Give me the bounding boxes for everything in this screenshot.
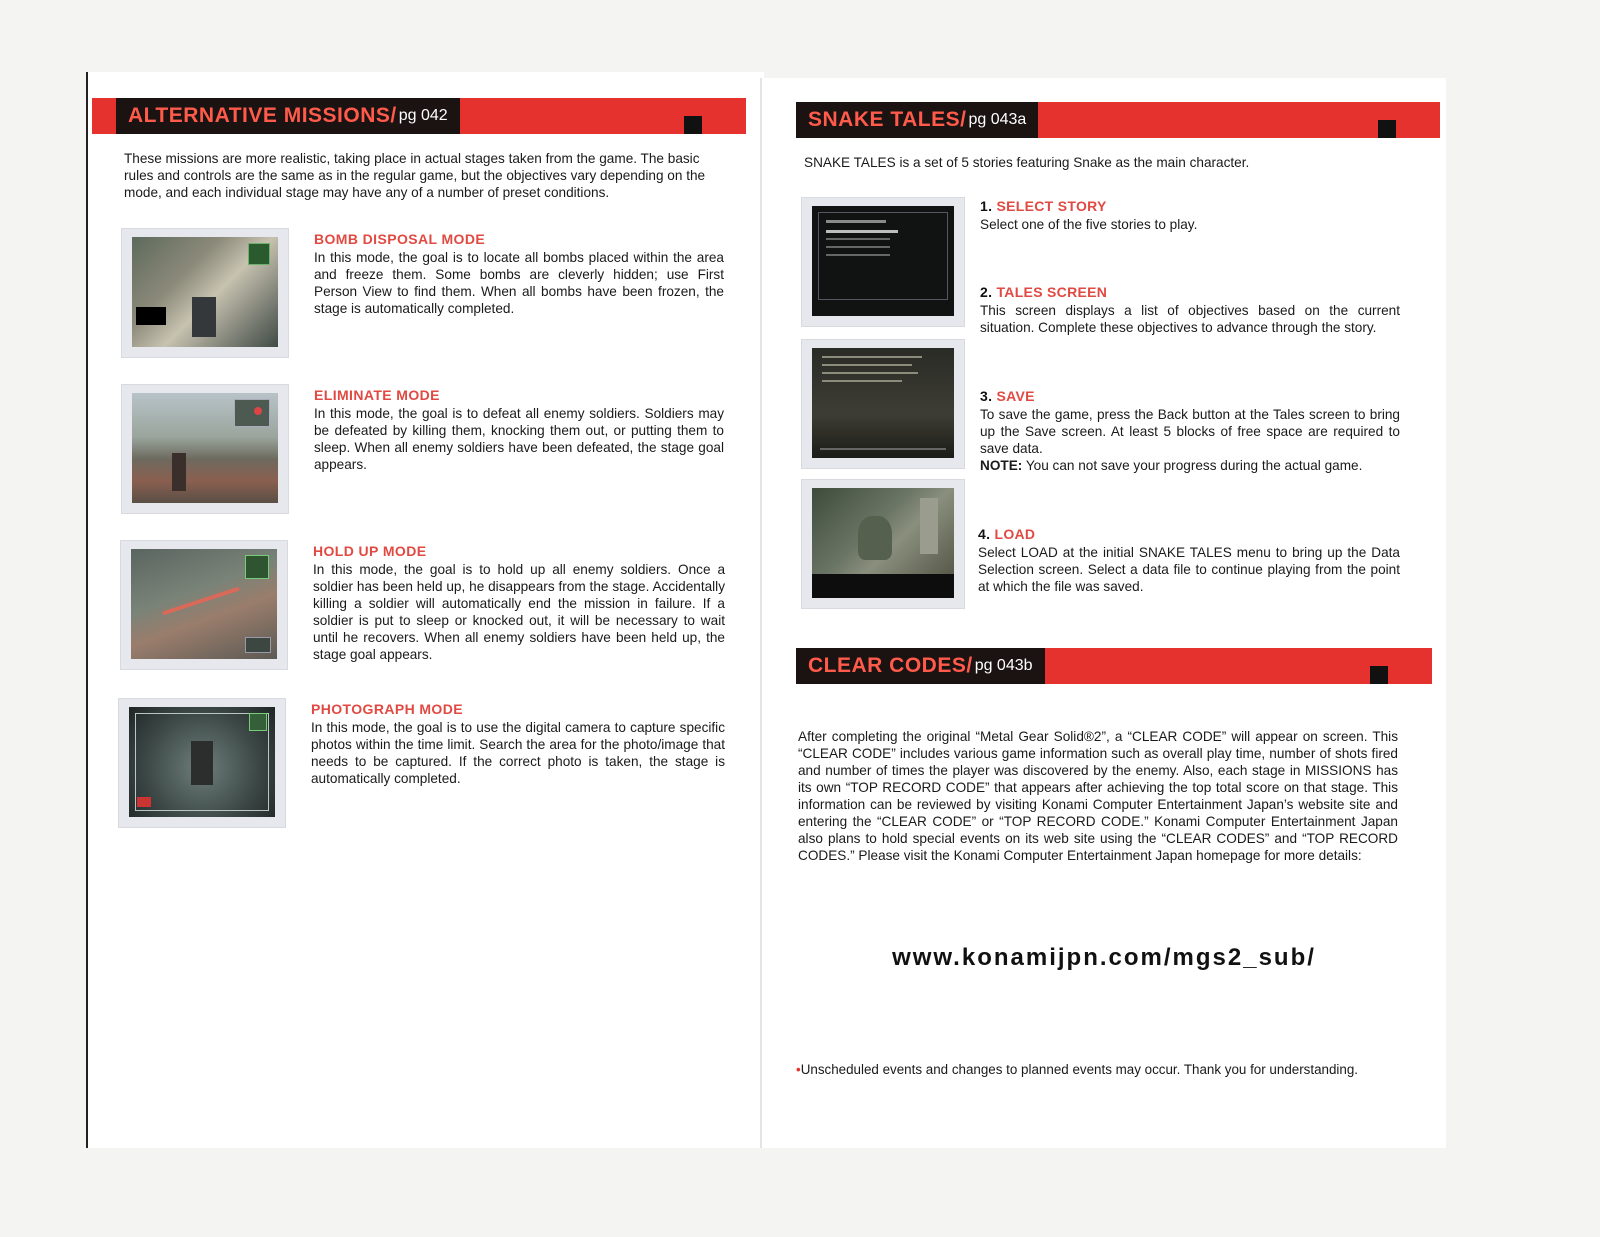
note-label: NOTE:: [980, 458, 1023, 473]
mode-description: In this mode, the goal is to use the digital camera to capture specific photos within the time limit. Search the area for the photo/image that needs to be captured. If the correct photo is taken, the stage is automatically completed.: [311, 720, 725, 786]
alternative-missions-intro: These missions are more realistic, taking place in actual stages taken from the game. The basic rules and controls are the same as in the regular game, but the objectives vary depending on the mode, and each individual stage may have any of a number of preset conditions.: [124, 151, 706, 200]
mode-title: ELIMINATE MODE: [314, 387, 440, 403]
step-number: 2.: [980, 284, 993, 300]
disclaimer: [796, 1062, 1358, 1077]
banner-title: SNAKE TALES/: [808, 108, 967, 131]
banner-square: [1370, 666, 1388, 684]
disclaimer-text: Unscheduled events and changes to planned events may occur. Thank you for understanding.: [800, 1062, 1359, 1077]
clear-codes-text: After completing the original “Metal Gear Solid®2”, a “CLEAR CODE” will appear on screen. This “CLEAR CODE” includes various game information such as overall play time, number of shots fired and number of times the player was discovered by the enemy. Also, each stage in MISSIONS has its own “TOP RECORD CODE” that appears after achieving the top total score on that stage. This information can be reviewed by visiting Konami Computer Entertainment Japan’s website site and entering the “CLEAR CODE” or “TOP RECORD CODE.” Konami Computer Entertainment Japan also plans to hold special events on its web site using the “CLEAR CODES” and “TOP RECORD CODES.” Please visit the Konami Computer Entertainment Japan homepage for more details:: [798, 729, 1398, 863]
step-description: This screen displays a list of objectives based on the current situation. Complete these objectives to advance through the story.: [980, 303, 1400, 335]
hold-up-screenshot: [121, 541, 287, 669]
banner-square: [1378, 120, 1396, 138]
mode-title: BOMB DISPOSAL MODE: [314, 231, 486, 247]
snake-tales-intro: SNAKE TALES is a set of 5 stories featuring Snake as the main character.: [804, 155, 1250, 170]
save-note: [980, 457, 1400, 474]
step-title: SAVE: [996, 388, 1035, 404]
banner-title-tag: [796, 648, 1045, 684]
mode-title: HOLD UP MODE: [313, 543, 427, 559]
step-load: [978, 526, 1400, 595]
step-number: 4.: [978, 526, 991, 542]
step-heading: [980, 388, 1400, 404]
step-description: To save the game, press the Back button at the Tales screen to bring up the Save screen. At least 5 blocks of free space are required to save data.: [980, 407, 1400, 456]
banner-title: CLEAR CODES/: [808, 654, 973, 677]
clear-codes-banner: [796, 648, 1432, 684]
step-heading: [980, 198, 1400, 214]
bomb-disposal-mode: [314, 231, 724, 317]
step-heading: [980, 284, 1400, 300]
spine-divider: [760, 78, 762, 1148]
banner-square: [684, 116, 702, 134]
eliminate-mode: [314, 387, 724, 473]
eliminate-screenshot: [122, 385, 288, 513]
banner-page-number: pg 042: [398, 107, 448, 124]
disclaimer-bullet: •: [796, 1062, 801, 1077]
konami-url: www.konamijpn.com/mgs2_sub/: [892, 944, 1316, 971]
mode-description: In this mode, the goal is to hold up all enemy soldiers. Once a soldier has been held up, he disappears from the stage. Accidentally killing a soldier will automatically end the mission in failure. If a soldier is put to sleep or knocked out, it will be necessary to wait until he recovers. When all enemy soldiers have been held up, the stage goal appears.: [313, 562, 725, 662]
step-select-story: [980, 198, 1400, 233]
select-story-screenshot: [802, 198, 964, 326]
banner-page-number: pg 043a: [968, 111, 1027, 128]
mode-description: In this mode, the goal is to defeat all enemy soldiers. Soldiers may be defeated by killing them, knocking them out, or putting them to sleep. When all enemy soldiers have been defeated, the stage goal appears.: [314, 406, 724, 472]
step-title: LOAD: [994, 526, 1036, 542]
step-tales-screen: [980, 284, 1400, 336]
step-save: [980, 388, 1400, 474]
mode-title: PHOTOGRAPH MODE: [311, 701, 463, 717]
step-heading: [978, 526, 1400, 542]
banner-title: ALTERNATIVE MISSIONS/: [128, 104, 397, 127]
step-number: 1.: [980, 198, 993, 214]
mode-description: In this mode, the goal is to locate all bombs placed within the area and freeze them. Some bombs are cleverly hidden; use First Person View to find them. When all bombs have been frozen, the stage is automatically completed.: [314, 250, 724, 316]
step-number: 3.: [980, 388, 993, 404]
load-screenshot: [802, 480, 964, 608]
banner-title-tag: [116, 98, 460, 134]
banner-page-number: pg 043b: [974, 657, 1033, 674]
photograph-screenshot: [119, 699, 285, 827]
photograph-mode: [311, 701, 725, 787]
alternative-missions-banner: [92, 98, 746, 134]
banner-title-tag: [796, 102, 1038, 138]
hold-up-mode: [313, 543, 725, 663]
note-text: You can not save your progress during the actual game.: [1025, 458, 1363, 473]
snake-tales-banner: [796, 102, 1440, 138]
bomb-disposal-screenshot: [122, 229, 288, 357]
step-description: Select one of the five stories to play.: [980, 217, 1198, 232]
tales-screen-screenshot: [802, 340, 964, 468]
step-title: TALES SCREEN: [996, 284, 1108, 300]
step-description: Select LOAD at the initial SNAKE TALES menu to bring up the Data Selection screen. Select a data file to continue playing from the point at which the file was saved.: [978, 545, 1400, 594]
step-title: SELECT STORY: [996, 198, 1107, 214]
